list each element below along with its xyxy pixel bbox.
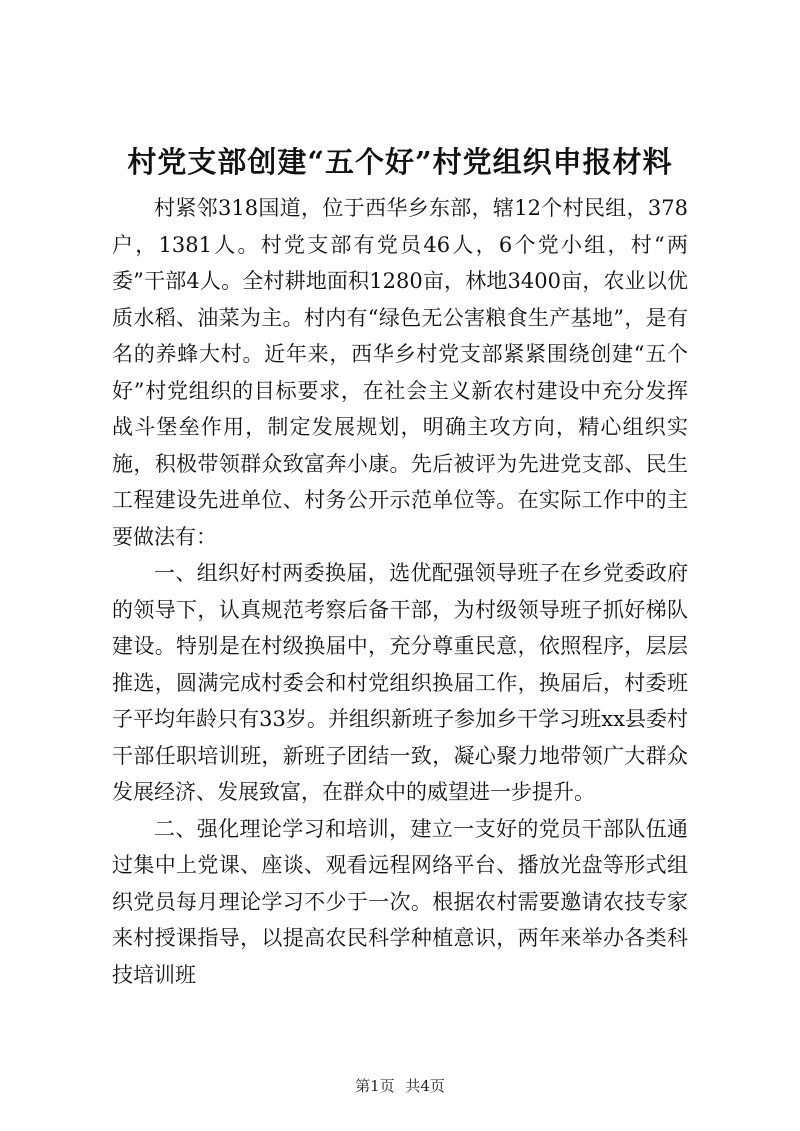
paragraph-intro: 村紧邻318国道，位于西华乡东部，辖12个村民组，378户，1381人。村党支部有党员46人，6个党小组，村“两委”干部4人。全村耕地面积1280亩，林地3400亩，农业以优质水稻、油菜为主。村内有“绿色无公害粮食生产基地”，是有名的养蜂大村。近年来，西华乡村党支部紧紧围绕创建“五个好”村党组织的目标要求，在社会主义新农村建设中充分发挥战斗堡垒作用，制定发展规划，明确主攻方向，精心组织实施，积极带领群众致富奔小康。先后被评为先进党支部、民生工程建设先进单位、村务公开示范单位等。在实际工作中的主要做法有：: [112, 196, 688, 549]
paragraph-section-2: 二、强化理论学习和培训，建立一支好的党员干部队伍通过集中上党课、座谈、观看远程网络平台、播放光盘等形式组织党员每月理论学习不少于一次。根据农村需要邀请农技专家来村授课指导，以提高农民科学种植意识，两年来举办各类科技培训班: [112, 816, 688, 987]
page-total: 共4页: [405, 1077, 445, 1095]
document-title: 村党支部创建“五个好”村党组织申报材料: [127, 145, 673, 179]
page-footer: [0, 1075, 800, 1096]
page-number: 第1页: [355, 1077, 395, 1095]
document-body: [112, 190, 688, 993]
paragraph-section-1: 一、组织好村两委换届，选优配强领导班子在乡党委政府的领导下，认真规范考察后备干部，为村级领导班子抓好梯队建设。特别是在村级换届中，充分尊重民意，依照程序，层层推选，圆满完成村委会和村党组织换届工作，换届后，村委班子平均年龄只有33岁。并组织新班子参加乡干学习班xx县委村干部任职培训班，新班子团结一致，凝心聚力地带领广大群众发展经济、发展致富，在群众中的威望进一步提升。: [112, 561, 688, 804]
